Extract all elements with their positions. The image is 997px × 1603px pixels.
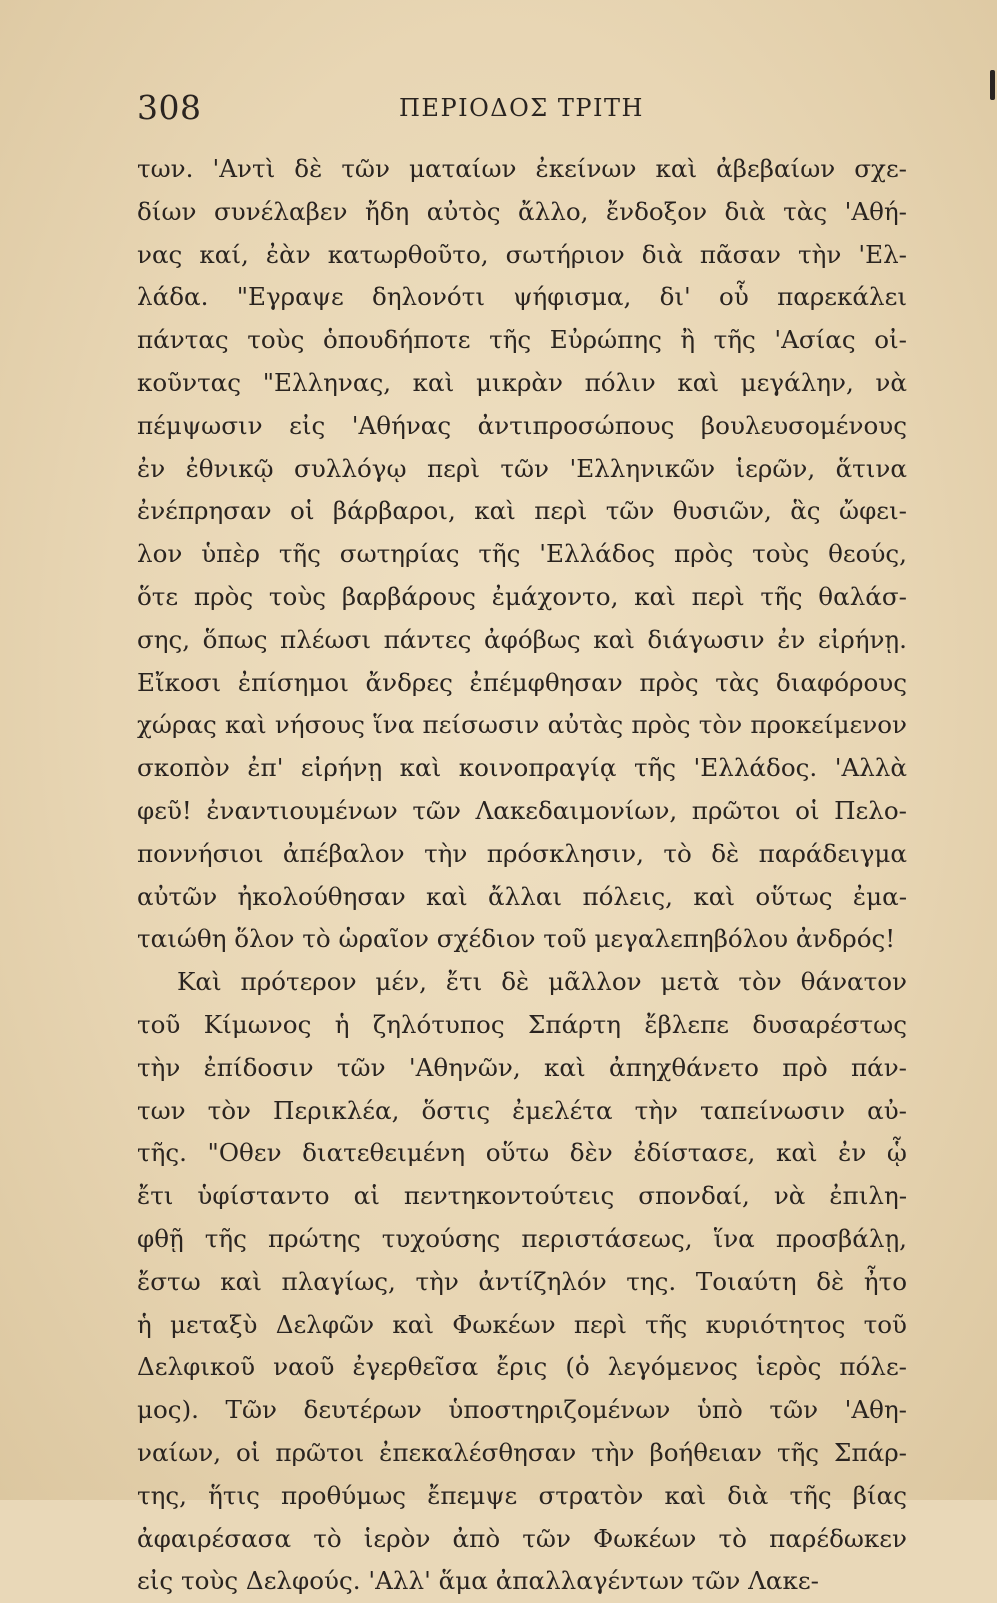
text-line: φθῇ τῆς πρώτης τυχούσης περιστάσεως, ἵνα προσβάλῃ, — [137, 1223, 907, 1253]
text-line: ἡ μεταξὺ Δελφῶν καὶ Φωκέων περὶ τῆς κυριότητος τοῦ — [137, 1309, 907, 1339]
body-text — [137, 148, 907, 1603]
text-line: τῆς. "Οθεν διατεθειμένη οὕτω δὲν ἐδίστασε, καὶ ἐν ᾧ — [137, 1138, 907, 1168]
text-line: σης, ὅπως πλέωσι πάντες ἀφόβως καὶ διάγωσιν ἐν εἰρήνῃ. — [137, 624, 907, 654]
page-edge-mark — [990, 70, 995, 100]
text-line: νας καί, ἐὰν κατωρθοῦτο, σωτήριον διὰ πᾶσαν τὴν 'Ελ- — [137, 239, 907, 269]
text-line: ἐνέπρησαν οἱ βάρβαροι, καὶ περὶ τῶν θυσιῶν, ἃς ὤφει- — [137, 496, 907, 526]
text-line: ἔτι ὑφίσταντο αἱ πεντηκοντούτεις σπονδαί, νὰ ἐπιλη- — [137, 1181, 907, 1211]
text-line: Εἴκοσι ἐπίσημοι ἄνδρες ἐπέμφθησαν πρὸς τὰς διαφόρους — [137, 667, 907, 697]
text-line: ἐν ἐθνικῷ συλλόγῳ περὶ τῶν 'Ελληνικῶν ἱερῶν, ἅτινα — [137, 453, 907, 483]
text-line: κοῦντας "Ελληνας, καὶ μικρὰν πόλιν καὶ μεγάλην, νὰ — [137, 367, 907, 397]
text-line: ναίων, οἱ πρῶτοι ἐπεκαλέσθησαν τὴν βοήθειαν τῆς Σπάρ- — [137, 1437, 907, 1467]
text-line: της, ἥτις προθύμως ἔπεμψε στρατὸν καὶ διὰ τῆς βίας — [137, 1480, 907, 1510]
text-line: των. 'Αντὶ δὲ τῶν ματαίων ἐκείνων καὶ ἀβεβαίων σχε- — [137, 154, 907, 183]
text-line: πάντας τοὺς ὁπουδήποτε τῆς Εὐρώπης ἢ τῆς 'Ασίας οἰ- — [137, 325, 907, 355]
running-head: ΠΕΡΙΟΔΟΣ ΤΡΙΤΗ — [399, 94, 644, 122]
text-line: τοῦ Κίμωνος ἡ ζηλότυπος Σπάρτη ἔβλεπε δυσαρέστως — [137, 1009, 907, 1039]
text-line: σκοπὸν ἐπ' εἰρήνῃ καὶ κοινοπραγίᾳ τῆς 'Ελλάδος. 'Αλλὰ — [137, 753, 907, 783]
text-line: των τὸν Περικλέα, ὅστις ἐμελέτα τὴν ταπείνωσιν αὐ- — [137, 1095, 907, 1125]
text-line: αὐτῶν ἠκολούθησαν καὶ ἄλλαι πόλεις, καὶ οὕτως ἐμα- — [137, 881, 907, 911]
text-line: λον ὑπὲρ τῆς σωτηρίας τῆς 'Ελλάδος πρὸς τοὺς θεούς, — [137, 539, 907, 569]
text-line: ἀφαιρέσασα τὸ ἱερὸν ἀπὸ τῶν Φωκέων τὸ παρέδωκεν — [137, 1523, 907, 1553]
text-line: ἔστω καὶ πλαγίως, τὴν ἀντίζηλόν της. Τοιαύτη δὲ ἦτο — [137, 1266, 907, 1296]
text-line: ὅτε πρὸς τοὺς βαρβάρους ἐμάχοντο, καὶ περὶ τῆς θαλάσ- — [137, 581, 907, 611]
page-header — [137, 88, 907, 138]
text-line: λάδα. "Εγραψε δηλονότι ψήφισμα, δι' οὗ παρεκάλει — [137, 282, 907, 312]
text-line: Καὶ πρότερον μέν, ἔτι δὲ μᾶλλον μετὰ τὸν θάνατον — [177, 967, 907, 997]
text-line: πέμψωσιν εἰς 'Αθήνας ἀντιπροσώπους βουλευσομένους — [137, 410, 907, 440]
text-line: μος). Τῶν δευτέρων ὑποστηριζομένων ὑπὸ τῶν 'Αθη- — [137, 1395, 907, 1425]
text-line: εἰς τοὺς Δελφούς. 'Αλλ' ἅμα ἀπαλλαγέντων τῶν Λακε- — [137, 1566, 819, 1596]
text-line: φεῦ! ἐναντιουμένων τῶν Λακεδαιμονίων, πρῶτοι οἱ Πελο- — [137, 795, 907, 825]
text-line: ταιώθη ὅλον τὸ ὡραῖον σχέδιον τοῦ μεγαλεπηβόλου ἀνδρός! — [137, 924, 896, 954]
text-line: τὴν ἐπίδοσιν τῶν 'Αθηνῶν, καὶ ἀπηχθάνετο πρὸ πάν- — [137, 1052, 907, 1082]
page-number: 308 — [137, 88, 202, 127]
text-line: χώρας καὶ νήσους ἵνα πείσωσιν αὐτὰς πρὸς τὸν προκείμενον — [137, 710, 907, 740]
text-line: δίων συνέλαβεν ἤδη αὐτὸς ἄλλο, ἔνδοξον διὰ τὰς 'Αθή- — [137, 196, 907, 226]
text-line: ποννήσιοι ἀπέβαλον τὴν πρόσκλησιν, τὸ δὲ παράδειγμα — [137, 838, 907, 868]
text-line: Δελφικοῦ ναοῦ ἐγερθεῖσα ἔρις (ὁ λεγόμενος ἱερὸς πόλε- — [137, 1352, 907, 1382]
